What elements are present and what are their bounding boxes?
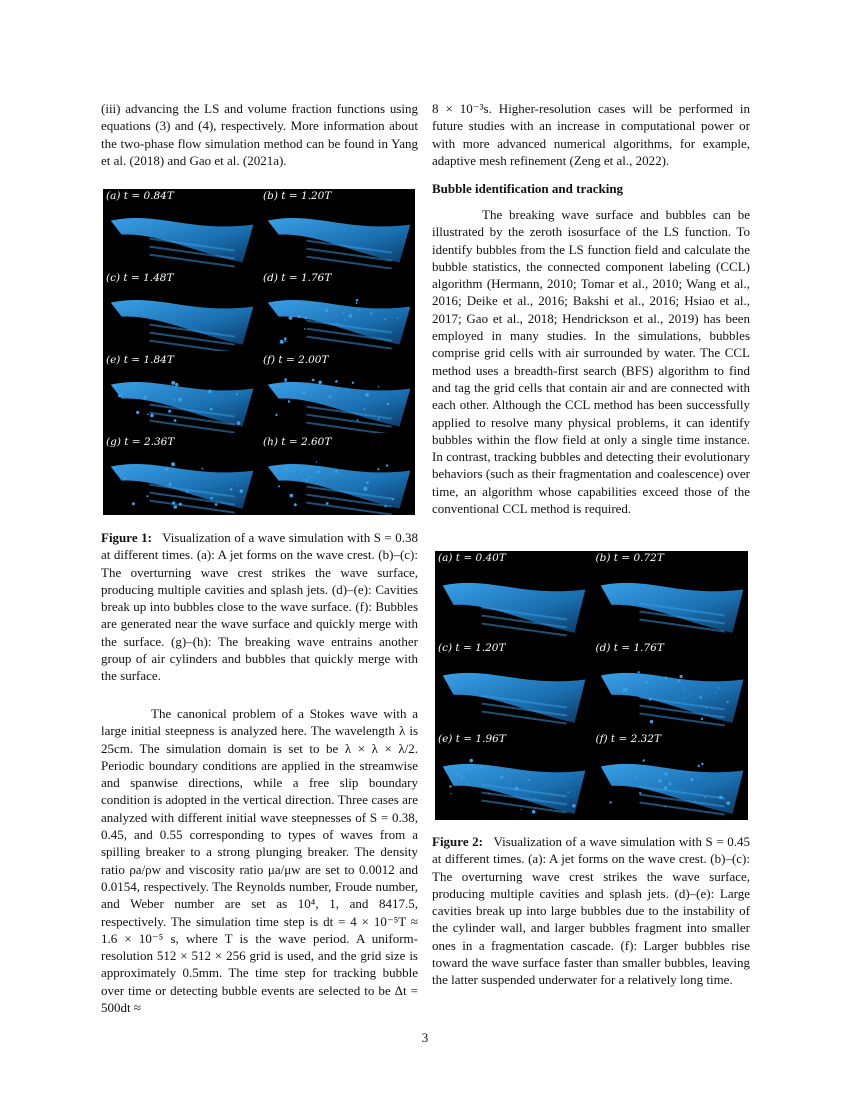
- figure-2-panel: [593, 641, 749, 729]
- bubble-dot: [202, 468, 204, 470]
- bubble-dot: [305, 317, 308, 320]
- wave-render-image: [435, 551, 590, 639]
- bubble-dot: [677, 680, 680, 683]
- figure-2: [435, 551, 748, 820]
- bubble-dot: [572, 804, 575, 807]
- panel-label: (d) t = 1.76T: [595, 642, 664, 655]
- bubble-dot: [697, 777, 698, 778]
- bubble-dot: [639, 792, 641, 794]
- bubble-dot: [642, 759, 644, 761]
- bubble-dot: [500, 775, 503, 778]
- bubble-dot: [118, 395, 121, 398]
- bubble-dot: [168, 410, 171, 413]
- left-bottom-paragraph: The canonical problem of a Stokes wave with a large initial steepness is analyzed here. The wavelength λ is 25cm. The simulation domain is set to be λ × λ × λ/2. Periodic boundary conditions are applied in the streamwise and spanwise directions, while a free slip boundary condition is adopted in the vertical direction. Three cases are analyzed with different initial wave steepnesses of S = 0.38, 0.45, and 0.55 corresponding to types of waves from a spilling breaker to a strong plunging breaker. The density ratio ρa/ρw and viscosity ratio μa/μw are set to 0.0012 and 0.0154, respectively. The Reynolds number, Froude number, and Weber number are set as 10⁴, 1, and 8417.5, respectively. The simulation time step is dt = 4 × 10⁻⁵T ≈ 1.6 × 10⁻⁵ s, where T is the wave period. A uniform-resolution 512 × 512 × 256 grid is used, and the grid size is approximately 0.5mm. The time step for tracking bubble over time or detecting bubble events are selected to be Δt = 500dt ≈: [101, 706, 418, 1016]
- panel-label: (a) t = 0.84T: [106, 190, 174, 202]
- bubble-dot: [278, 485, 280, 487]
- right-top-paragraph: 8 × 10⁻³s. Higher-resolution cases will be performed in future studies with an increase in computational power or with more advanced numerical algorithms, for example, adaptive mesh refinement (Zeng et al., 2022).: [432, 101, 750, 168]
- bubble-dot: [683, 690, 684, 691]
- figure-1-panel: [260, 271, 415, 351]
- panel-label: (g) t = 2.36T: [106, 436, 175, 448]
- bubble-dot: [285, 467, 288, 470]
- bubble-dot: [284, 378, 287, 381]
- wave-render-image: [593, 641, 748, 729]
- wave-render-image: [435, 641, 590, 729]
- bubble-dot: [363, 408, 365, 410]
- panel-label: (a) t = 0.40T: [438, 552, 506, 564]
- bubble-dot: [165, 468, 168, 471]
- bubble-dot: [449, 785, 451, 787]
- bubble-dot: [649, 720, 652, 723]
- bubble-dot: [534, 797, 535, 798]
- bubble-dot: [288, 400, 290, 402]
- section-heading: Bubble identification and tracking: [432, 181, 624, 196]
- bubble-dot: [275, 414, 277, 416]
- bubble-dot: [237, 421, 241, 425]
- figure-1-caption-label: Figure 1:: [101, 530, 152, 545]
- bubble-dot: [208, 390, 212, 394]
- bubble-dot: [285, 381, 287, 383]
- bubble-dot: [668, 782, 671, 785]
- bubble-dot: [645, 681, 648, 684]
- bubble-dot: [679, 675, 682, 678]
- bubble-dot: [178, 398, 182, 402]
- bubble-dot: [179, 503, 182, 506]
- panel-label: (c) t = 1.20T: [438, 642, 506, 655]
- bubble-dot: [648, 698, 651, 701]
- bubble-dot: [174, 419, 177, 422]
- bubble-dot: [717, 687, 719, 689]
- figure-1: [103, 189, 415, 515]
- wave-render-image: [435, 732, 590, 820]
- panel-label: (c) t = 1.48T: [106, 272, 174, 284]
- figure-1-panel: [260, 189, 415, 269]
- bubble-dot: [701, 762, 703, 764]
- wave-render-image: [593, 732, 748, 820]
- figure-1-caption-text: Visualization of a wave simulation with S = 0.38 at different times. (a): A jet forms on the wave crest. (b)–(c): The overturning wave crest strikes the wave surface, producing multiple cavities and splash jets. (d)–(e): Cavities break up into bubbles close to the wave surface. (f): Bubbles are generated near the wave surface and quickly merge with the surface. (g)–(h): The breaking wave entrains another group of air cylinders and bubbles that quickly merge with the surface.: [101, 530, 419, 684]
- bubble-dot: [714, 693, 715, 694]
- bubble-dot: [124, 477, 127, 480]
- bubble-dot: [704, 796, 706, 798]
- panel-label: (d) t = 1.76T: [263, 272, 332, 284]
- bubble-dot: [329, 395, 332, 398]
- bubble-dot: [318, 381, 322, 385]
- figure-2-panel: [435, 551, 591, 639]
- figure-2-caption: [432, 833, 750, 989]
- left-top-paragraph: (iii) advancing the LS and volume fraction functions using equations (3) and (4), respectively. More information about the two-phase flow simulation method can be found in Yang et al. (2018) and Gao et al. (2021a).: [101, 101, 418, 168]
- bubble-dot: [305, 479, 308, 482]
- bubble-dot: [317, 470, 320, 473]
- bubble-dot: [521, 808, 522, 809]
- bubble-dot: [726, 801, 730, 805]
- bubble-dot: [173, 399, 175, 401]
- bubble-dot: [378, 386, 379, 387]
- wave-surface: [111, 382, 254, 427]
- bubble-dot: [635, 775, 637, 777]
- bubble-dot: [464, 777, 465, 778]
- bubble-dot: [358, 309, 360, 311]
- bubble-dot: [290, 494, 294, 498]
- bubble-dot: [690, 778, 693, 781]
- bubble-dot: [144, 396, 147, 399]
- figure-1-panel: [260, 435, 415, 515]
- bubble-dot: [175, 383, 178, 386]
- figure-2-panel: [593, 732, 749, 820]
- wave-surface: [443, 583, 586, 633]
- bubble-dot: [280, 340, 284, 344]
- bubble-dot: [467, 767, 469, 769]
- bubble-dot: [480, 766, 482, 768]
- bubble-dot: [663, 786, 667, 790]
- bubble-dot: [366, 481, 369, 484]
- bubble-dot: [384, 505, 386, 507]
- wave-surface: [600, 673, 743, 723]
- wave-surface: [268, 218, 411, 263]
- bubble-dot: [697, 764, 699, 766]
- bubble-dot: [236, 393, 238, 395]
- wave-surface: [111, 464, 254, 509]
- bubble-dot: [241, 491, 243, 493]
- bubble-dot: [450, 793, 451, 794]
- bubble-dot: [183, 475, 184, 476]
- bubble-dot: [460, 775, 462, 777]
- bubble-dot: [567, 791, 569, 793]
- bubble-dot: [171, 381, 175, 385]
- bubble-dot: [336, 323, 338, 325]
- bubble-dot: [229, 391, 230, 392]
- figure-1-panel: [103, 271, 258, 351]
- bubble-dot: [168, 483, 171, 486]
- bubble-dot: [312, 379, 315, 382]
- figure-2-panel: [593, 551, 749, 639]
- wave-render-image: [593, 551, 748, 639]
- panel-label: (b) t = 1.20T: [263, 190, 332, 202]
- bubble-dot: [237, 485, 238, 486]
- bubble-dot: [349, 314, 352, 317]
- bubble-dot: [171, 462, 175, 466]
- bubble-dot: [664, 806, 665, 807]
- figure-2-panel: [435, 641, 591, 729]
- bubble-dot: [684, 698, 685, 699]
- bubble-dot: [664, 772, 667, 775]
- panel-label: (h) t = 2.60T: [263, 436, 332, 448]
- bubble-dot: [147, 414, 149, 416]
- bubble-dot: [377, 468, 379, 470]
- bubble-dot: [284, 337, 287, 340]
- bubble-dot: [488, 792, 489, 793]
- bubble-dot: [298, 315, 301, 318]
- bubble-dot: [387, 403, 389, 405]
- bubble-dot: [664, 677, 667, 680]
- bubble-dot: [285, 340, 287, 342]
- bubble-dot: [230, 488, 232, 490]
- bubble-dot: [172, 501, 175, 504]
- bubble-dot: [528, 779, 530, 781]
- bubble-dot: [386, 464, 388, 466]
- wave-surface: [111, 218, 254, 263]
- bubble-dot: [689, 695, 690, 696]
- bubble-dot: [705, 707, 707, 709]
- bubble-dot: [356, 302, 358, 304]
- bubble-dot: [303, 479, 304, 480]
- panel-label: (f) t = 2.00T: [263, 354, 329, 366]
- bubble-dot: [397, 317, 399, 319]
- bubble-dot: [699, 697, 702, 700]
- figure-2-caption-text: Visualization of a wave simulation with S = 0.45 at different times. (a): A jet forms on the wave crest. (b)–(c): The overturning wave crest strikes the wave surface, producing multiple cavities and splash jets. (d)–(e): Large cavities break up into large bubbles due to the instability of the cylinder wall, and larger bubbles fragment into smaller ones in a fragmentation cascade. (f): Larger bubbles rise toward the wave surface faster than smaller bubbles, leaving the latter suspended underwater for a relatively long time.: [432, 834, 750, 988]
- figure-1-panel: [260, 353, 415, 433]
- bubble-dot: [289, 316, 293, 320]
- bubble-dot: [700, 718, 702, 720]
- right-middle-paragraph: The breaking wave surface and bubbles can be illustrated by the zeroth isosurface of the LS function. To identify bubbles from the LS function field and calculate the bubble statistics, the connected component labeling (CCL) algorithm (Hermann, 2010; Tomar et al., 2010; Wang et al., 2016; Deike et al., 2016; Bakshi et al., 2016; Hsiao et al., 2017; Gao et al., 2018; Hendrickson et al., 2019) has been employed in many studies. In the simulations, bubbles comprise grid cells with air surrounded by water. The CCL method uses a breadth-first search (BFS) algorithm to find and tag the grid cells that contain air and are connected with each other. Although the CCL method has been successfully applied to resolve many physical problems, it can identify bubbles within the flow field at only a single time instance. In contrast, tracking bubbles and detecting their evolutionary behaviors (such as their fragmentation and coalescence) over time, an algorithm whose capabilities exceed those of the conventional CCL method is required.: [432, 207, 750, 517]
- bubble-dot: [658, 779, 661, 782]
- bubble-dot: [726, 701, 728, 703]
- panel-label: (e) t = 1.84T: [106, 354, 174, 366]
- bubble-dot: [146, 495, 148, 497]
- bubble-dot: [120, 393, 122, 395]
- panel-label: (b) t = 0.72T: [595, 552, 664, 564]
- bubble-dot: [357, 419, 359, 421]
- bubble-dot: [352, 382, 354, 384]
- bubble-dot: [292, 386, 293, 387]
- bubble-dot: [150, 414, 154, 418]
- bubble-dot: [325, 309, 328, 312]
- bubble-dot: [344, 319, 346, 321]
- bubble-dot: [132, 502, 135, 505]
- bubble-dot: [136, 411, 139, 414]
- bubble-dot: [356, 299, 359, 302]
- bubble-dot: [392, 498, 394, 500]
- bubble-dot: [210, 497, 213, 500]
- figure-1-panel: [103, 353, 258, 433]
- bubble-dot: [215, 503, 218, 506]
- bubble-dot: [343, 312, 345, 314]
- bubble-dot: [309, 477, 311, 479]
- bubble-dot: [365, 393, 369, 397]
- bubble-dot: [456, 773, 459, 776]
- figure-1-panel: [103, 435, 258, 515]
- panel-label: (f) t = 2.32T: [595, 732, 661, 745]
- bubble-dot: [469, 758, 473, 762]
- panel-label: (e) t = 1.96T: [438, 732, 506, 745]
- figure-2-caption-label: Figure 2:: [432, 834, 483, 849]
- bubble-dot: [302, 391, 305, 394]
- bubble-dot: [294, 503, 297, 506]
- wave-surface: [268, 464, 411, 509]
- bubble-dot: [304, 328, 306, 330]
- bubble-dot: [335, 470, 338, 473]
- figure-2-panel: [435, 732, 591, 820]
- bubble-dot: [335, 381, 337, 383]
- wave-surface: [268, 300, 411, 345]
- bubble-dot: [515, 786, 519, 790]
- bubble-dot: [378, 418, 380, 420]
- bubble-dot: [285, 470, 287, 472]
- bubble-dot: [694, 800, 695, 801]
- bubble-dot: [719, 795, 723, 799]
- bubble-dot: [174, 505, 178, 509]
- bubble-dot: [624, 688, 628, 692]
- figure-1-panel: [103, 189, 258, 269]
- bubble-dot: [186, 491, 188, 493]
- bubble-dot: [637, 671, 639, 673]
- bubble-dot: [363, 487, 367, 491]
- page-number: 3: [421, 1030, 429, 1045]
- bubble-dot: [210, 408, 213, 411]
- figure-1-caption: [101, 529, 418, 685]
- bubble-dot: [326, 502, 329, 505]
- bubble-dot: [532, 810, 536, 814]
- bubble-dot: [609, 801, 611, 803]
- bubble-dot: [316, 461, 317, 462]
- bubble-dot: [384, 318, 386, 320]
- bubble-dot: [461, 778, 462, 779]
- bubble-dot: [370, 312, 372, 314]
